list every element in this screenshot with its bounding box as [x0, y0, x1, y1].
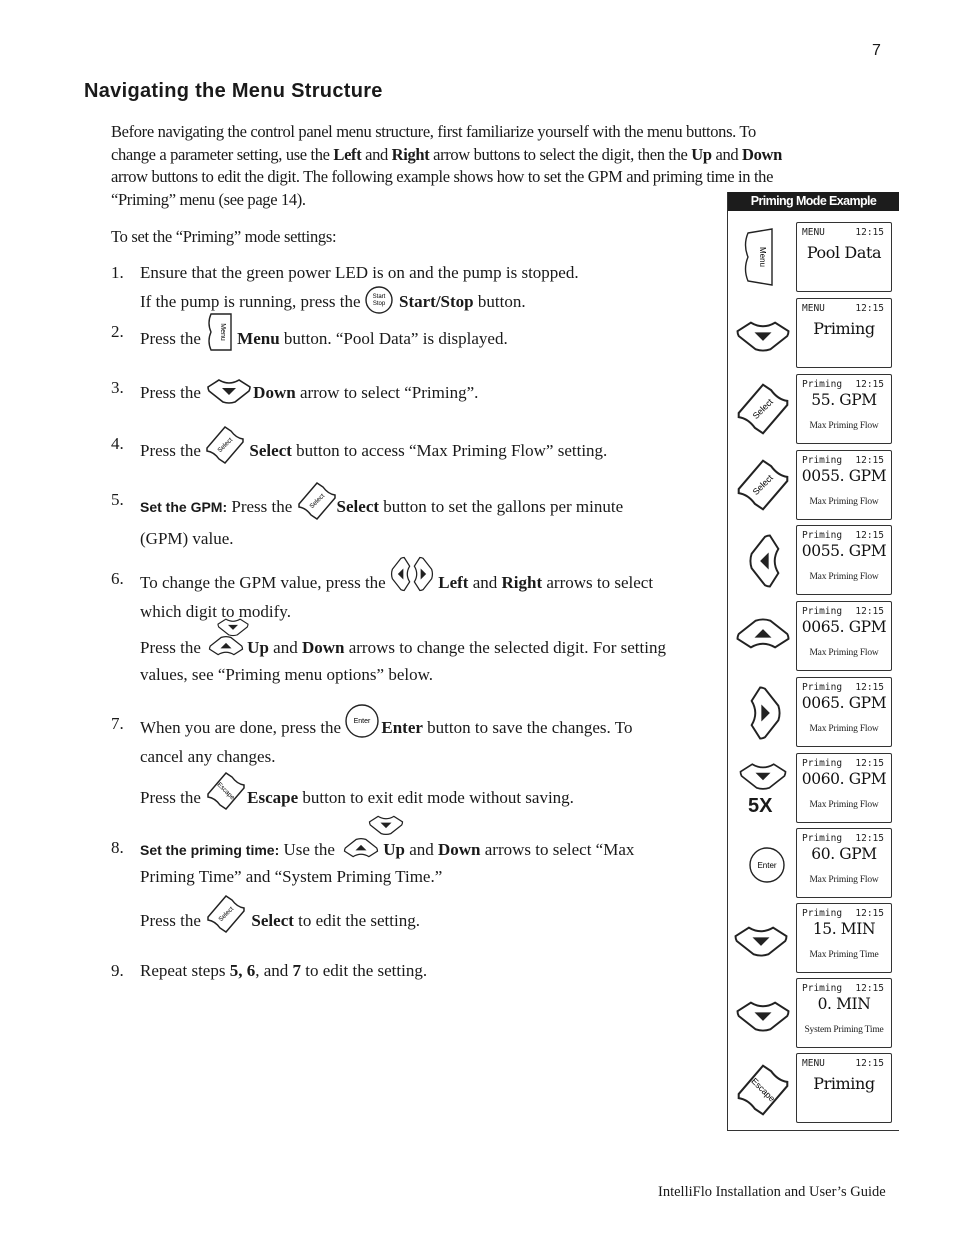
lcd-main-value: Pool Data — [806, 243, 882, 262]
lcd-screen — [796, 978, 892, 1048]
escape-button-icon — [205, 771, 247, 818]
menu-button-icon — [730, 223, 794, 291]
step-8-down-bold: Down — [437, 840, 481, 860]
step-9-bold: 7 — [292, 961, 301, 980]
step-7-para-2 — [140, 781, 720, 818]
step-6-text: arrows to select — [542, 573, 654, 593]
left-arrow-icon — [730, 527, 794, 595]
intro-line-3: arrow buttons to edit the digit. The following example shows how to set the GPM and priming time in the — [111, 167, 774, 186]
lcd-main-value: 15. MIN — [812, 920, 876, 938]
lcd-screen — [796, 298, 892, 368]
step-2-bold: Menu — [237, 329, 280, 349]
lcd-screen — [796, 753, 892, 823]
select-label: Select — [750, 396, 775, 421]
lcd-time: 12:15 — [855, 908, 884, 919]
lcd-time: 12:15 — [855, 379, 884, 390]
lcd-time: 12:15 — [855, 1058, 884, 1069]
lcd-screen — [796, 601, 892, 671]
intro-down-bold: Down — [742, 144, 782, 164]
lcd-screen — [796, 374, 892, 444]
menu-button-icon — [205, 311, 237, 360]
intro-line-1: Before navigating the control panel menu structure, first familiarize yourself with the menu buttons. To — [111, 122, 756, 141]
select-button-icon — [297, 481, 337, 528]
step-9-text: Repeat steps — [140, 961, 230, 980]
step-8-para-2 — [140, 904, 720, 941]
lcd-time: 12:15 — [855, 833, 884, 844]
step-number: 3. — [111, 378, 124, 397]
step-8-text: Press the — [140, 911, 206, 931]
lcd-sub-label: Max Priming Flow — [809, 421, 879, 431]
lcd-menu-label: Priming — [802, 379, 843, 390]
step-9-text: , and — [255, 961, 293, 980]
intro-text: and — [711, 144, 743, 164]
lcd-sub-label: Max Priming Flow — [809, 497, 879, 507]
lcd-menu-label: Priming — [802, 606, 843, 617]
lcd-screen — [796, 828, 892, 898]
enter-label: Enter — [757, 861, 777, 870]
lcd-time: 12:15 — [855, 606, 884, 617]
step-6-line-2: which digit to modify. — [140, 601, 291, 621]
step-5-lead: Set the GPM: — [140, 499, 228, 516]
intro-right-bold: Right — [391, 144, 430, 164]
lcd-menu-label: Priming — [802, 908, 843, 919]
step-8-text: and — [404, 840, 438, 860]
step-4-text: button to access “Max Priming Flow” setting. — [291, 441, 608, 461]
select-label: Select — [217, 905, 236, 924]
lcd-main-value: Priming — [813, 1074, 875, 1093]
section-title: Navigating the Menu Structure — [84, 80, 383, 102]
lcd-menu-label: Priming — [802, 455, 843, 466]
step-6-up-bold: Up — [247, 638, 269, 658]
step-3-text: Press the — [140, 383, 206, 403]
lcd-main-value: 0055. GPM — [801, 542, 887, 560]
lcd-sub-label: System Priming Time — [804, 1025, 884, 1035]
select-label: Select — [750, 472, 775, 497]
lcd-menu-label: Priming — [802, 983, 843, 994]
step-6-down-bold: Down — [301, 638, 345, 658]
page-number: 7 — [872, 42, 881, 59]
step-7-text: button to exit edit mode without saving. — [298, 788, 574, 808]
lcd-menu-label: Priming — [802, 833, 843, 844]
select-button-icon — [730, 451, 794, 519]
lcd-menu-label: MENU — [802, 1058, 825, 1069]
step-1-bold: Start/Stop — [399, 291, 474, 311]
up-arrow-icon — [730, 603, 794, 671]
lcd-main-value: 60. GPM — [811, 845, 877, 863]
start-label: Start — [372, 293, 386, 300]
lcd-screen — [796, 903, 892, 973]
step-8-text: to edit the setting. — [293, 911, 420, 931]
lcd-time: 12:15 — [855, 758, 884, 769]
lcd-time: 12:15 — [855, 682, 884, 693]
down-arrow-icon — [205, 377, 253, 412]
step-7-text: When you are done, press the — [140, 718, 346, 738]
lcd-main-value: 0065. GPM — [801, 618, 887, 636]
step-7-text: button to save the changes. To — [422, 718, 633, 738]
step-8-text: Use the — [279, 840, 340, 860]
step-8-lead: Set the priming time: — [140, 842, 280, 859]
step-8-line-2: Priming Time” and “System Priming Time.” — [140, 866, 443, 886]
step-3-bold: Down — [253, 383, 296, 403]
lcd-menu-label: Priming — [802, 530, 843, 541]
lcd-main-value: Priming — [813, 319, 875, 338]
step-5-text: Press the — [227, 497, 297, 517]
step-7-text: Press the — [140, 788, 206, 808]
up-arrow-icon — [205, 635, 247, 664]
lcd-main-value: 0. MIN — [817, 995, 871, 1013]
lcd-main-value: 0065. GPM — [801, 694, 887, 712]
down-arrow-icon — [730, 906, 794, 974]
escape-button-icon — [730, 1056, 794, 1124]
step-1-text: button. — [473, 291, 526, 311]
step-7-bold: Enter — [381, 718, 423, 738]
step-6-text: and — [268, 638, 302, 658]
intro-up-bold: Up — [691, 144, 712, 164]
step-8-select-bold: Select — [251, 911, 294, 931]
lcd-main-value: 55. GPM — [811, 391, 877, 409]
select-label: Select — [216, 436, 235, 455]
lcd-menu-label: MENU — [802, 303, 825, 314]
step-number: 9. — [111, 961, 124, 980]
lcd-menu-label: Priming — [802, 758, 843, 769]
lcd-time: 12:15 — [855, 530, 884, 541]
start-stop-button-icon — [365, 285, 395, 322]
step-6-para-2 — [140, 635, 720, 686]
enter-button-icon — [345, 703, 381, 746]
step-6-text: To change the GPM value, press the — [140, 573, 390, 593]
step-6-text: arrows to change the selected digit. For setting — [344, 638, 666, 658]
repeat-count-label: 5X — [748, 795, 773, 817]
lcd-time: 12:15 — [855, 227, 884, 238]
right-arrow-icon — [412, 554, 434, 601]
step-6-left-bold: Left — [438, 573, 469, 593]
lcd-sub-label: Max Priming Flow — [809, 875, 879, 885]
step-6-para-2-line-2: values, see “Priming menu options” below. — [140, 664, 434, 684]
left-arrow-icon — [390, 554, 412, 601]
step-3-text: arrow to select “Priming”. — [295, 383, 479, 403]
step-number: 1. — [111, 263, 124, 282]
lcd-sub-label: Max Priming Time — [809, 950, 879, 960]
menu-label: Menu — [758, 246, 767, 268]
step-1-line-1: Ensure that the green power LED is on and the pump is stopped. — [140, 263, 579, 282]
lcd-sub-label: Max Priming Flow — [809, 648, 879, 658]
intro-left-bold: Left — [333, 144, 362, 164]
step-9-bold: 5, 6 — [229, 961, 256, 980]
step-5-line-2: (GPM) value. — [140, 528, 234, 548]
step-number: 6. — [111, 569, 124, 588]
step-number: 5. — [111, 490, 124, 509]
to-set-heading: To set the “Priming” mode settings: — [111, 227, 337, 246]
select-button-icon — [205, 425, 245, 472]
step-2-text: Press the — [140, 329, 206, 349]
step-5-bold: Select — [336, 497, 380, 517]
lcd-main-value: 0055. GPM — [801, 467, 887, 485]
lcd-time: 12:15 — [855, 983, 884, 994]
lcd-sub-label: Max Priming Flow — [809, 724, 879, 734]
up-arrow-icon — [339, 837, 383, 866]
stop-label: Stop — [372, 300, 385, 307]
lcd-menu-label: MENU — [802, 227, 825, 238]
intro-line-4: “Priming” menu (see page 14). — [111, 189, 306, 209]
step-8-text: arrows to select “Max — [480, 840, 635, 860]
right-arrow-icon — [730, 679, 794, 747]
escape-label: Escape — [215, 781, 236, 802]
step-number: 4. — [111, 434, 124, 453]
step-4-bold: Select — [249, 441, 292, 461]
step-number: 8. — [111, 838, 124, 857]
escape-label: Escape — [749, 1075, 778, 1104]
lcd-sub-label: Max Priming Flow — [809, 572, 879, 582]
lcd-time: 12:15 — [855, 303, 884, 314]
lcd-sub-label: Max Priming Flow — [809, 800, 879, 810]
intro-text: and — [361, 144, 392, 164]
step-number: 7. — [111, 714, 124, 733]
down-arrow-icon — [730, 299, 794, 367]
step-8-up-bold: Up — [383, 840, 405, 860]
step-7-escape-bold: Escape — [247, 788, 299, 808]
lcd-main-value: 0060. GPM — [801, 770, 887, 788]
step-6-text: Press the — [140, 638, 206, 658]
lcd-screen — [796, 222, 892, 292]
step-4-text: Press the — [140, 441, 206, 461]
step-2-text: button. “Pool Data” is displayed. — [279, 329, 508, 349]
down-arrow-icon — [730, 981, 794, 1049]
intro-text: change a parameter setting, use the — [111, 144, 334, 164]
lcd-screen — [796, 1053, 892, 1123]
panel-title: Priming Mode Example — [728, 192, 899, 211]
lcd-screen — [796, 450, 892, 520]
step-9-text: to edit the setting. — [301, 961, 428, 980]
step-6-text: and — [468, 573, 502, 593]
footer-guide-title: IntelliFlo Installation and User’s Guide — [658, 1184, 886, 1200]
step-1-text: If the pump is running, press the — [140, 291, 365, 311]
priming-mode-example-panel — [727, 192, 899, 1131]
step-5-text: button to set the gallons per minute — [379, 497, 624, 517]
intro-text: arrow buttons to select the digit, then the — [429, 144, 692, 164]
lcd-menu-label: Priming — [802, 682, 843, 693]
menu-label: Menu — [219, 323, 227, 341]
enter-button-icon — [730, 831, 794, 899]
lcd-screen — [796, 525, 892, 595]
select-label: Select — [308, 492, 326, 511]
step-7-line-2: cancel any changes. — [140, 746, 276, 766]
enter-label: Enter — [353, 718, 371, 725]
select-button-icon — [205, 894, 247, 941]
lcd-time: 12:15 — [855, 455, 884, 466]
select-button-icon — [730, 375, 794, 443]
step-6-right-bold: Right — [501, 573, 543, 593]
lcd-screen — [796, 677, 892, 747]
step-number: 2. — [111, 322, 124, 341]
